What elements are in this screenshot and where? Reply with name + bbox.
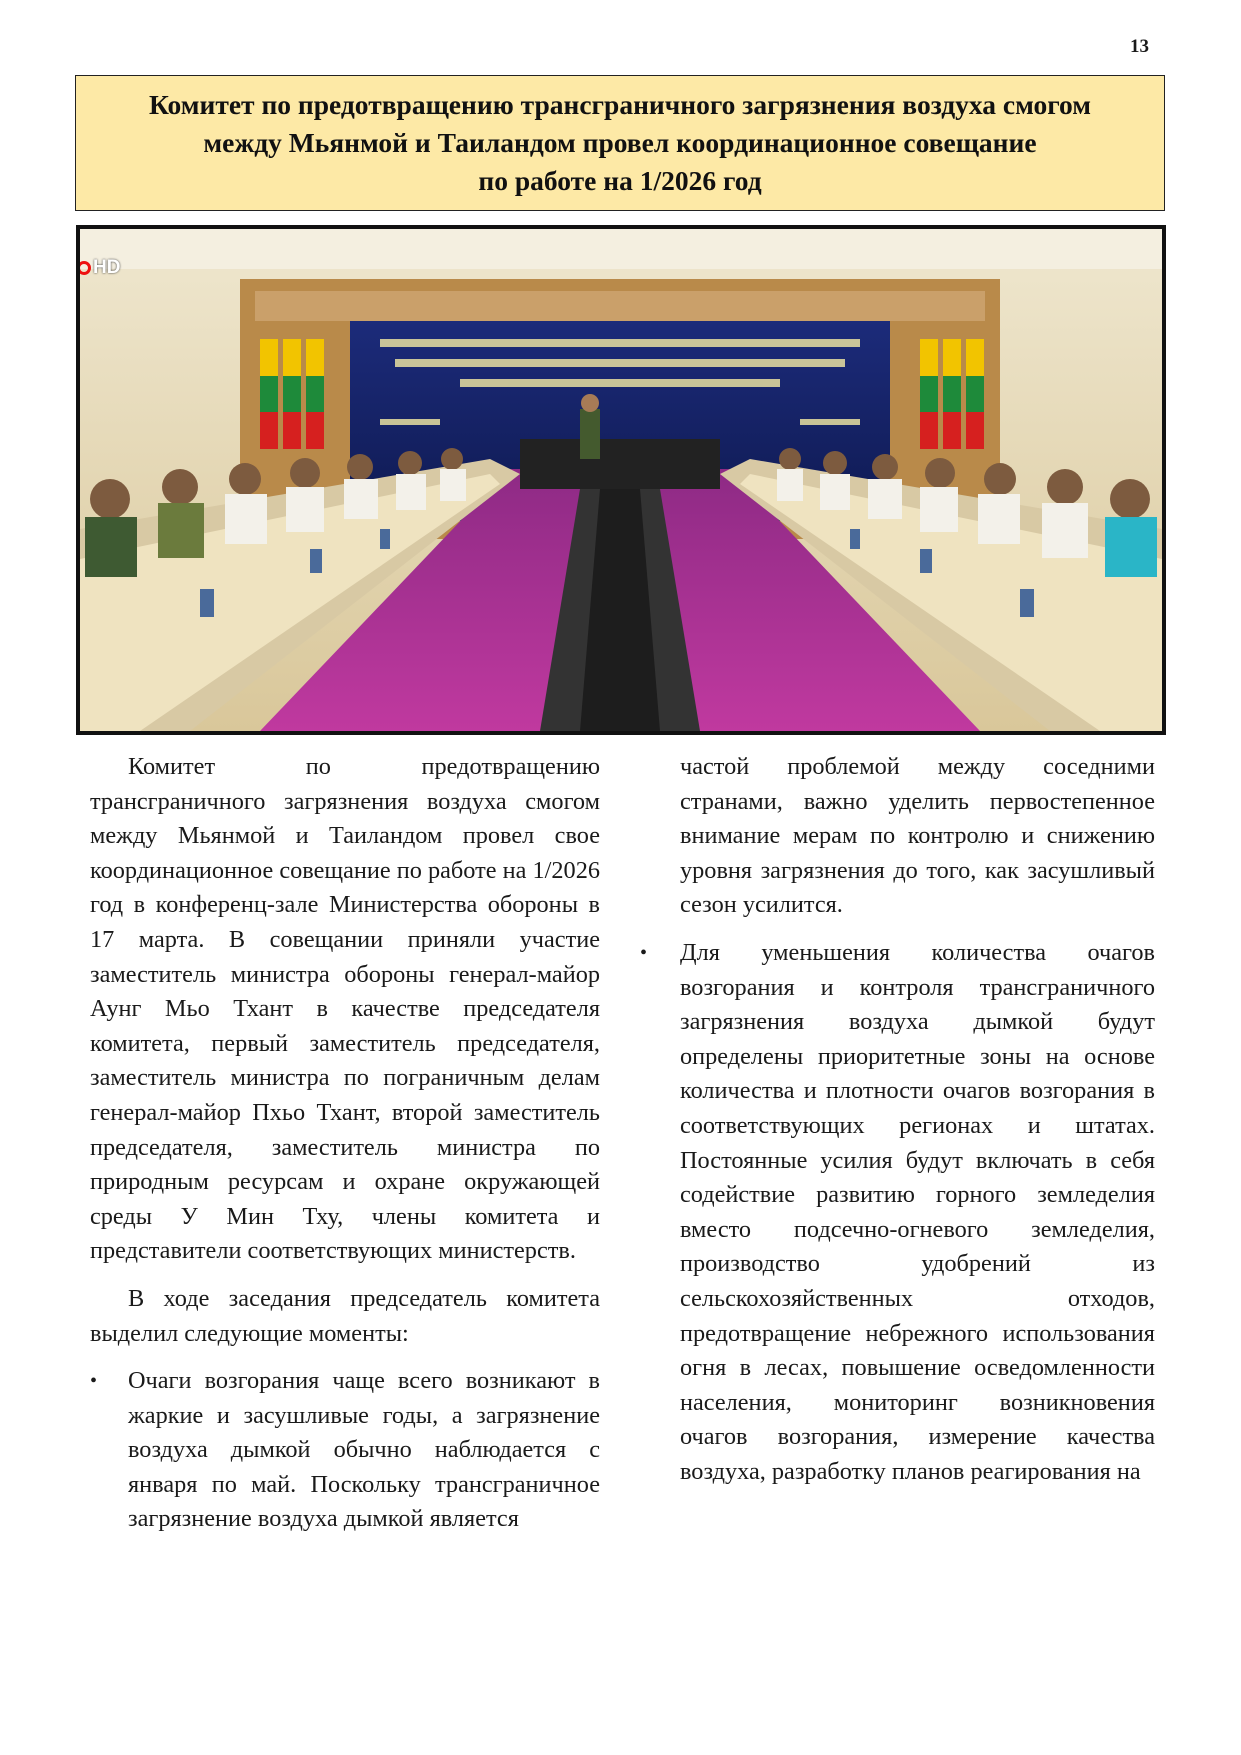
hd-badge <box>84 257 120 279</box>
hd-label: HD <box>93 257 121 278</box>
left-column <box>90 750 600 1550</box>
highlights-list-continued <box>640 936 1155 1490</box>
title-line-2: между Мьянмой и Таиландом провел координационное совещание <box>203 127 1037 158</box>
list-item <box>640 936 1155 1490</box>
bullet-icon: • <box>90 1370 98 1393</box>
highlights-intro: В ходе заседания председатель комитета выделил следующие моменты: <box>90 1284 600 1347</box>
page-number: 13 <box>1130 36 1149 57</box>
intro-paragraph: Комитет по предотвращению трансграничного загрязнения воздуха смогом между Мьянмой и Таиландом провел свое координационное совещание по работе на 1/2026 год в конференц-зале Министерства обороны в 17 марта. В совещании приняли участие заместитель министра обороны генерал-майор Аунг Мьо Тхант в качестве председателя комитета, первый заместитель председателя, заместитель министра по пограничным делам генерал-майор Пхьо Тхант, второй заместитель председателя, заместитель министра по природным ресурсам и охране окружающей среды У Мин Тху, члены комитета и представители соответствующих министерств. <box>90 753 600 1265</box>
right-column <box>640 750 1155 1502</box>
bullet-icon: • <box>640 941 648 964</box>
bullet-text: Для уменьшения количества очагов возгорания и контроля трансграничного загрязнения воздуха дымкой будут определены приоритетные зоны на основе количества и плотности очагов возгорания в соответствующих регионах и штатах. Постоянные усилия будут включать в себя содействие развитию горного земледелия вместо подсечно-огневого земледелия, производство удобрений из сельскохозяйственных отходов, предотвращение небрежного использования огня в лесах, повышение осведомленности населения, мониторинг возникновения очагов возгорания, измерение качества воздуха, разработку планов реагирования на <box>680 938 1155 1485</box>
article-title <box>149 86 1091 200</box>
title-line-1: Комитет по предотвращению трансграничного загрязнения воздуха смогом <box>148 89 1092 120</box>
meeting-hall-illustration <box>80 229 1162 731</box>
bullet-text: Очаги возгорания чаще всего возникают в жаркие и засушливые годы, а загрязнение воздуха дымкой обычно наблюдается с января по май. Поскольку трансграничное загрязнение воздуха дымкой является <box>128 1367 600 1533</box>
list-item <box>90 1364 600 1537</box>
title-line-3: по работе на 1/2026 год <box>478 165 762 196</box>
meeting-photo <box>76 225 1166 735</box>
bullet-continuation: частой проблемой между соседними странами, важно уделить первостепенное внимание мерам по контролю и снижению уровня загрязнения до того, как засушливый сезон усилится. <box>680 753 1155 919</box>
title-box <box>75 75 1165 211</box>
flags-left <box>260 339 324 449</box>
record-icon <box>77 261 91 275</box>
highlights-list <box>90 1364 600 1537</box>
flags-right <box>920 339 984 449</box>
